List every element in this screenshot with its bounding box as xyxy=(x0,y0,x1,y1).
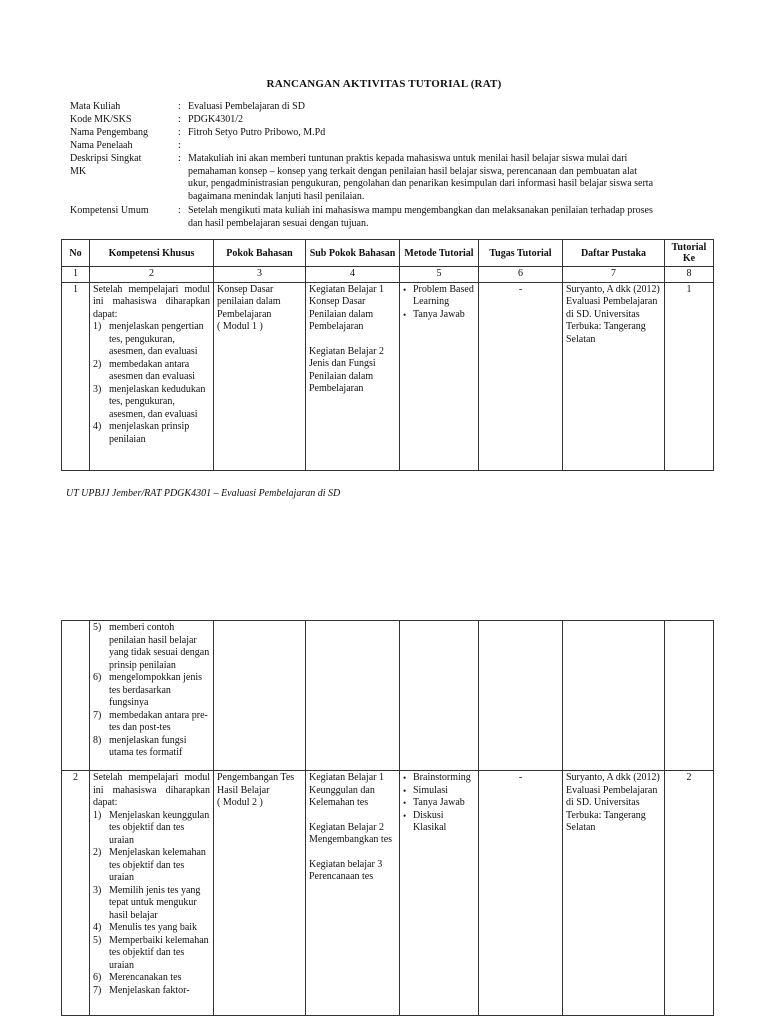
col-number: 7 xyxy=(563,267,665,283)
pokok-modul: ( Modul 2 ) xyxy=(217,797,263,808)
meta-colon: : xyxy=(178,127,181,138)
header-kompetensi: Kompetensi Khusus xyxy=(90,240,214,267)
pustaka-cell xyxy=(563,621,665,771)
list-item xyxy=(93,384,210,422)
deskripsi-line: Matakuliah ini akan memberi tuntunan praktis kepada mahasiswa untuk menilai hasil belajar siswa mulai dari xyxy=(188,153,628,164)
bullet-icon: • xyxy=(403,773,407,783)
deskripsi-line: bagaimana menindak lanjuti hasil penilaian. xyxy=(188,190,365,202)
kompetensi-list xyxy=(93,622,210,760)
item-number: 5) xyxy=(93,934,102,946)
rat-table-page-2 xyxy=(61,620,714,1016)
bullet-icon: • xyxy=(403,284,407,295)
item-number: 2) xyxy=(93,847,102,858)
meta-colon: : xyxy=(178,114,181,125)
header-ke: Tutorial Ke xyxy=(665,240,714,267)
pokok-cell xyxy=(214,621,306,771)
list-item xyxy=(93,922,210,935)
meta-label-kode: Kode MK/SKS xyxy=(70,114,132,125)
kompetensi-umum-line: Setelah mengikuti mata kuliah ini mahasiswa mampu mengembangkan dan melaksanakan penilaian terhadap proses xyxy=(188,205,653,216)
sub-cell xyxy=(306,621,400,771)
bullet-icon: • xyxy=(403,785,407,796)
table-row xyxy=(62,621,714,771)
pustaka-cell: Suryanto, A dkk (2012) Evaluasi Pembelajaran di SD. Universitas Terbuka: Tangerang Selatan xyxy=(563,771,665,1016)
meta-label-mata-kuliah: Mata Kuliah xyxy=(70,101,121,112)
item-number: 3) xyxy=(93,884,102,896)
meta-value-pengembang: Fitroh Setyo Putro Pribowo, M.Pd xyxy=(188,127,326,138)
kompetensi-cell xyxy=(90,771,214,1016)
list-item xyxy=(93,847,210,885)
pokok-bahasan: Konsep Dasar penilaian dalam Pembelajaran xyxy=(217,283,281,320)
col-number: 3 xyxy=(214,267,306,283)
header-sub: Sub Pokok Bahasan xyxy=(306,240,400,267)
item-text: Menjelaskan faktor- xyxy=(109,984,190,996)
metode-item xyxy=(403,785,475,798)
item-number: 3) xyxy=(93,383,102,395)
metode-text: Simulasi xyxy=(413,784,449,796)
list-item xyxy=(93,735,210,760)
item-text: Menjelaskan kelemahan tes objektif dan tes uraian xyxy=(109,847,206,883)
item-number: 4) xyxy=(93,421,102,432)
pokok-cell xyxy=(214,282,306,470)
meta-value-mata-kuliah: Evaluasi Pembelajaran di SD xyxy=(188,101,305,112)
meta-label-deskripsi: Deskripsi Singkat xyxy=(70,153,142,164)
meta-label-penelaah: Nama Penelaah xyxy=(70,140,133,151)
meta-colon: : xyxy=(178,140,181,151)
item-number: 6) xyxy=(93,972,102,983)
tutorial-ke-cell: 1 xyxy=(665,282,714,470)
tugas-cell: - xyxy=(479,771,563,1016)
metode-text: Tanya Jawab xyxy=(413,797,465,808)
item-text: Menjelaskan keunggulan tes objektif dan tes uraian xyxy=(109,809,210,846)
meta-value-kode: PDGK4301/2 xyxy=(188,114,244,125)
item-text: membedakan antara asesmen dan evaluasi xyxy=(109,358,196,382)
tutorial-ke-cell: 2 xyxy=(665,771,714,1016)
metode-text: Tanya Jawab xyxy=(413,308,465,320)
list-item xyxy=(93,885,210,923)
col-number: 1 xyxy=(62,267,90,283)
item-number: 1) xyxy=(93,809,102,821)
item-number: 7) xyxy=(93,984,102,996)
col-number: 4 xyxy=(306,267,400,283)
sub-pokok-item: Kegiatan Belajar 1 Konsep Dasar Penilaian dalam Pembelajaran xyxy=(309,283,384,332)
sub-pokok-item: Kegiatan Belajar 1 Keunggulan dan Kelemahan tes xyxy=(309,772,384,808)
tugas-cell: - xyxy=(479,282,563,470)
item-number: 2) xyxy=(93,358,102,370)
rat-table-page-1 xyxy=(61,239,714,471)
item-number: 8) xyxy=(93,734,102,746)
metode-item xyxy=(403,284,475,309)
item-text: Menulis tes yang baik xyxy=(109,922,198,933)
kompetensi-intro: Setelah mempelajari modul ini mahasiswa diharapkan dapat: xyxy=(93,283,210,320)
table-row xyxy=(62,282,714,470)
list-item xyxy=(93,810,210,848)
row-number: 1 xyxy=(62,282,90,470)
metode-list xyxy=(403,284,475,322)
item-text: Merencanakan tes xyxy=(109,972,182,983)
meta-label-pengembang: Nama Pengembang xyxy=(70,127,149,138)
header-no: No xyxy=(62,240,90,267)
item-text: menjelaskan prinsip penilaian xyxy=(109,421,190,445)
item-text: membedakan antara pre-tes dan post-tes xyxy=(109,709,208,733)
sub-pokok-item: Kegiatan Belajar 2 Mengembangkan tes xyxy=(309,821,393,845)
item-number: 5) xyxy=(93,622,102,633)
list-item xyxy=(93,710,210,735)
kompetensi-cell xyxy=(90,282,214,470)
header-pustaka: Daftar Pustaka xyxy=(563,240,665,267)
header-metode: Metode Tutorial xyxy=(400,240,479,267)
metode-list xyxy=(403,772,475,835)
metode-item xyxy=(403,309,475,322)
meta-label-kompetensi-umum: Kompetensi Umum xyxy=(70,205,149,216)
item-text: Memperbaiki kelemahan tes objektif dan tes uraian xyxy=(109,934,209,971)
deskripsi-line: pemahaman konsep – konsep yang terkait dengan penilaian hasil belajar siswa, perencanaan dan pembuatan alat xyxy=(188,165,637,177)
document-title: RANCANGAN AKTIVITAS TUTORIAL (RAT) xyxy=(266,78,502,90)
row-number: 2 xyxy=(62,771,90,1016)
metode-item xyxy=(403,810,475,835)
item-text: menjelaskan kedudukan tes, pengukuran, asesmen, dan evaluasi xyxy=(109,383,206,420)
col-number: 5 xyxy=(400,267,479,283)
item-text: menjelaskan pengertian tes, pengukuran, asesmen, dan evaluasi xyxy=(109,321,204,357)
sub-pokok-item: Kegiatan Belajar 2 Jenis dan Fungsi Penilaian dalam Pembelajaran xyxy=(309,345,384,394)
metode-cell xyxy=(400,771,479,1016)
metode-item xyxy=(403,797,475,810)
bullet-icon: • xyxy=(403,309,407,320)
meta-colon: : xyxy=(178,205,181,216)
column-number-row xyxy=(62,267,714,283)
pokok-bahasan: Pengembangan Tes Hasil Belajar xyxy=(217,772,295,796)
metode-cell xyxy=(400,621,479,771)
list-item xyxy=(93,359,210,384)
deskripsi-line: ukur, pengadministrasian pengukuran, pengolahan dan penarikan kesimpulan dari informasi hasil belajar siswa serta xyxy=(188,178,654,189)
pokok-cell xyxy=(214,771,306,1016)
col-number: 8 xyxy=(665,267,714,283)
metode-cell xyxy=(400,282,479,470)
item-number: 1) xyxy=(93,321,102,332)
list-item xyxy=(93,672,210,710)
metode-item xyxy=(403,772,475,785)
metode-text: Diskusi Klasikal xyxy=(413,809,447,833)
tugas-cell xyxy=(479,621,563,771)
item-text: Memilih jenis tes yang tepat untuk mengukur hasil belajar xyxy=(109,884,201,921)
kompetensi-list xyxy=(93,321,210,446)
page-footer: UT UPBJJ Jember/RAT PDGK4301 – Evaluasi Pembelajaran di SD xyxy=(66,488,341,499)
bullet-icon: • xyxy=(403,810,407,821)
bullet-icon: • xyxy=(403,798,407,808)
kompetensi-list xyxy=(93,810,210,998)
meta-value-deskripsi xyxy=(188,153,713,203)
row-number xyxy=(62,621,90,771)
item-text: menjelaskan fungsi utama tes formatif xyxy=(109,734,187,758)
metode-text: Problem Based Learning xyxy=(413,283,474,307)
item-text: memberi contoh penilaian hasil belajar yang tidak sesuai dengan prinsip penilaian xyxy=(109,622,210,671)
sub-cell xyxy=(306,282,400,470)
header-tugas: Tugas Tutorial xyxy=(479,240,563,267)
table-row xyxy=(62,771,714,1016)
table-header-row xyxy=(62,240,714,267)
list-item xyxy=(93,421,210,446)
sub-pokok-item: Kegiatan belajar 3 Perencanaan tes xyxy=(309,858,383,882)
list-item xyxy=(93,935,210,973)
sub-cell xyxy=(306,771,400,1016)
col-number: 2 xyxy=(90,267,214,283)
meta-colon: : xyxy=(178,101,181,112)
kompetensi-cell xyxy=(90,621,214,771)
kompetensi-intro: Setelah mempelajari modul ini mahasiswa diharapkan dapat: xyxy=(93,772,210,808)
tutorial-ke-cell xyxy=(665,621,714,771)
list-item xyxy=(93,985,210,998)
meta-label-deskripsi-mk: MK xyxy=(70,166,87,177)
metode-text: Brainstorming xyxy=(413,772,471,783)
list-item xyxy=(93,622,210,672)
pustaka-cell: Suryanto, A dkk (2012) Evaluasi Pembelajaran di SD. Universitas Terbuka: Tangerang Selatan xyxy=(563,282,665,470)
col-number: 6 xyxy=(479,267,563,283)
item-number: 6) xyxy=(93,672,102,683)
list-item xyxy=(93,321,210,359)
item-number: 4) xyxy=(93,922,102,933)
item-text: mengelompokkan jenis tes berdasarkan fungsinya xyxy=(109,672,203,708)
pokok-modul: ( Modul 1 ) xyxy=(217,321,263,332)
meta-colon: : xyxy=(178,153,181,164)
meta-value-kompetensi-umum xyxy=(188,205,713,230)
kompetensi-umum-line: dan hasil pembelajaran sesuai dengan tujuan. xyxy=(188,217,369,229)
list-item xyxy=(93,972,210,985)
header-pokok: Pokok Bahasan xyxy=(214,240,306,267)
item-number: 7) xyxy=(93,709,102,721)
